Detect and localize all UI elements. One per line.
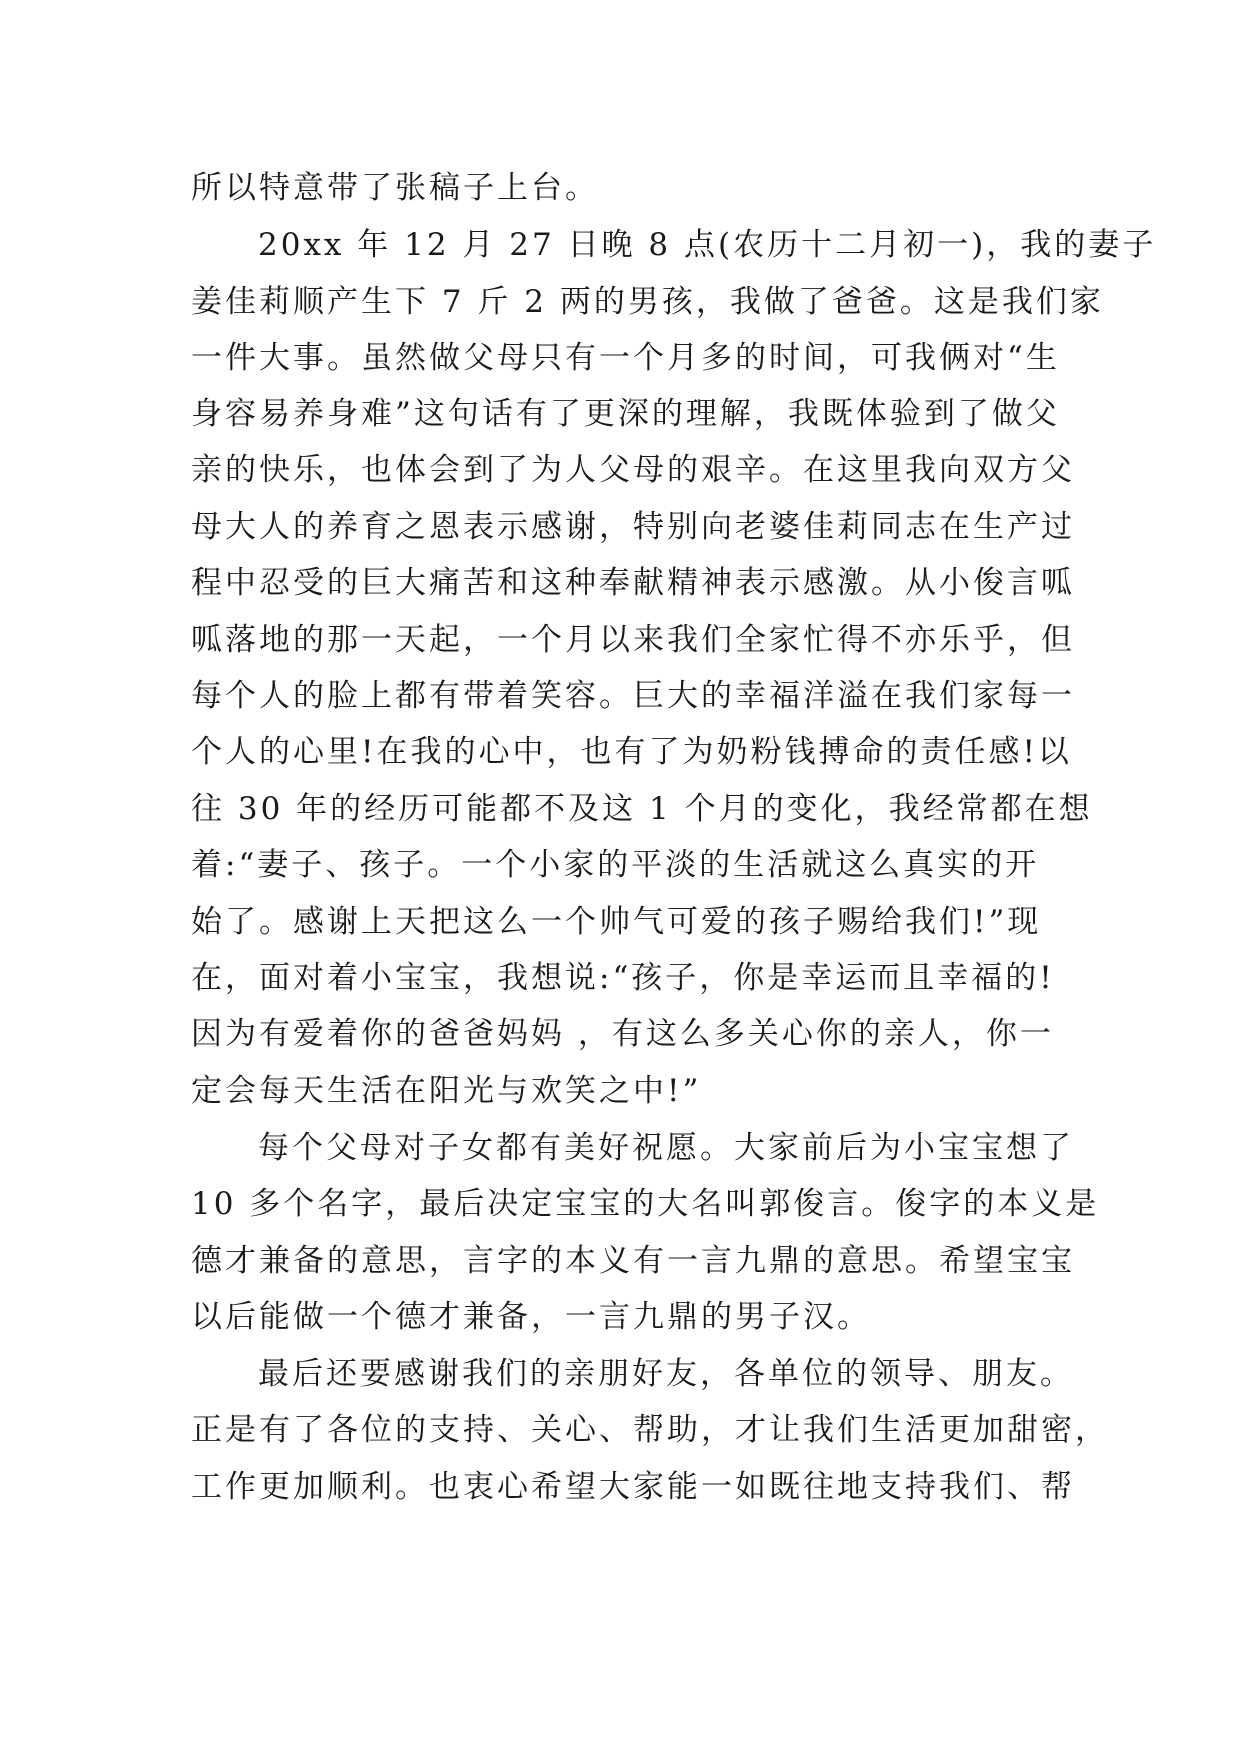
text-line: 往 30 年的经历可能都不及这 1 个月的变化，我经常都在想: [191, 791, 1093, 827]
text-line: 个人的心里!在我的心中，也有了为奶粉钱搏命的责任感!以: [191, 734, 1072, 770]
text-line: 身容易养身难”这句话有了更深的理解，我既体验到了做父: [191, 396, 1060, 432]
text-line: 呱落地的那一天起，一个月以来我们全家忙得不亦乐乎，但: [191, 622, 1075, 658]
text-line: 因为有爱着你的爸爸妈妈 ，有这么多关心你的亲人，你一: [191, 1016, 1054, 1052]
text-line: 在，面对着小宝宝，我想说:“孩子，你是幸运而且幸福的!: [191, 960, 1055, 996]
text-line: 每个人的脸上都有带着笑容。巨大的幸福洋溢在我们家每一: [191, 678, 1075, 714]
text-line: 以后能做一个德才兼备，一言九鼎的男子汉。: [191, 1299, 871, 1335]
text-line: 着:“妻子、孩子。一个小家的平淡的生活就这么真实的开: [191, 847, 1040, 883]
text-line: 所以特意带了张稿子上台。: [191, 170, 599, 206]
text-line: 母大人的养育之恩表示感谢，特别向老婆佳莉同志在生产过: [191, 509, 1075, 545]
text-line: 德才兼备的意思，言字的本义有一言九鼎的意思。希望宝宝: [191, 1243, 1075, 1279]
paragraph-first-line: 每个父母对子女都有美好祝愿。大家前后为小宝宝想了: [258, 1130, 1074, 1166]
text-line: 亲的快乐，也体会到了为人父母的艰辛。在这里我向双方父: [191, 452, 1075, 488]
paragraph-first-line: 20xx 年 12 月 27 日晚 8 点(农历十二月初一)，我的妻子: [258, 227, 1157, 263]
text-line: 定会每天生活在阳光与欢笑之中!”: [191, 1073, 702, 1109]
paragraph-first-line: 最后还要感谢我们的亲朋好友，各单位的领导、朋友。: [258, 1356, 1074, 1392]
text-line: 10 多个名字，最后决定宝宝的大名叫郭俊言。俊字的本义是: [191, 1186, 1100, 1222]
text-line: 工作更加顺利。也衷心希望大家能一如既往地支持我们、帮: [191, 1469, 1075, 1505]
text-line: 正是有了各位的支持、关心、帮助，才让我们生活更加甜密，: [191, 1412, 1109, 1448]
text-line: 程中忍受的巨大痛苦和这种奉献精神表示感激。从小俊言呱: [191, 565, 1075, 601]
text-line: 始了。感谢上天把这么一个帅气可爱的孩子赐给我们!”现: [191, 904, 1042, 940]
text-line: 一件大事。虽然做父母只有一个月多的时间，可我俩对“生: [191, 340, 1060, 376]
text-line: 姜佳莉顺产生下 7 斤 2 两的男孩，我做了爸爸。这是我们家: [191, 284, 1104, 320]
